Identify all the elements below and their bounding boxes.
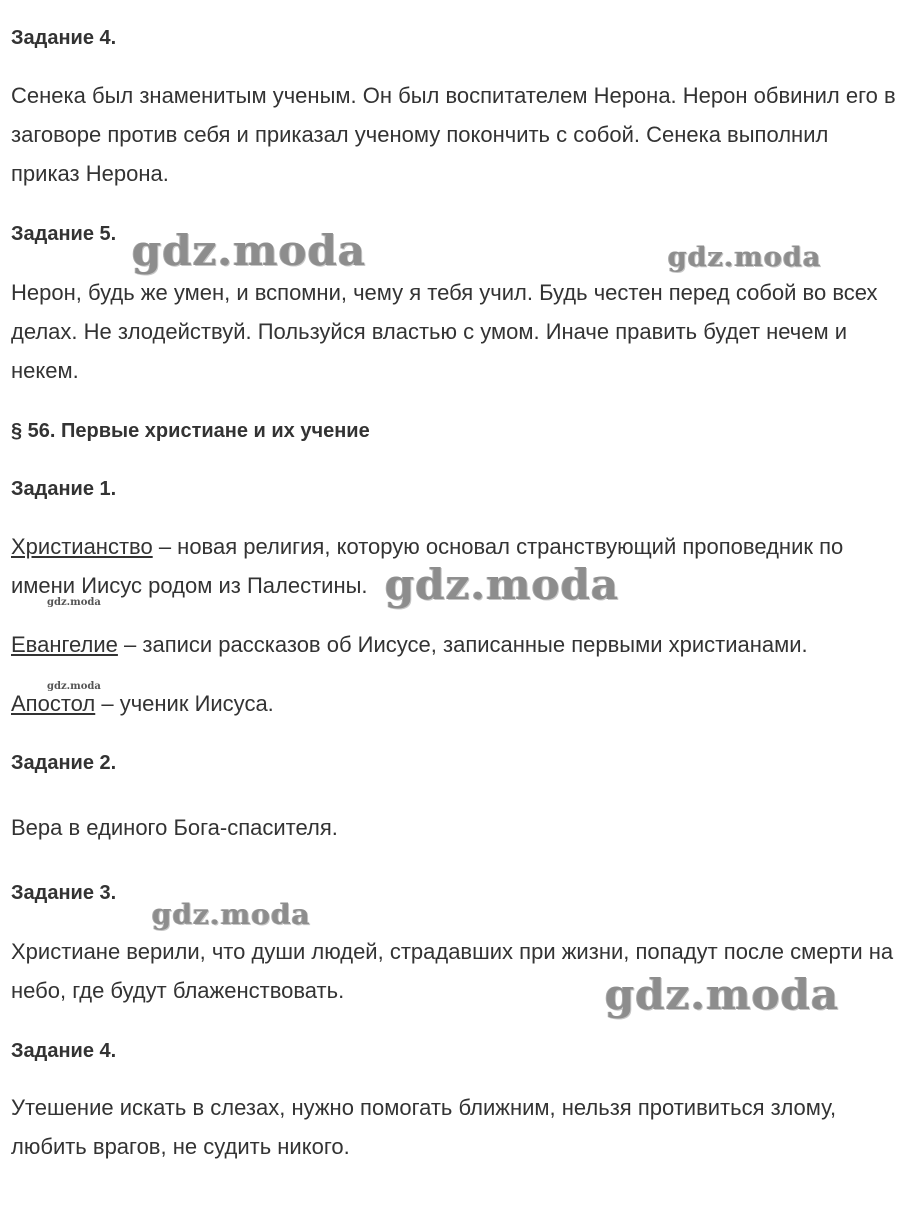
- answer-paragraph: Вера в единого Бога-спасителя.: [11, 815, 338, 840]
- watermark-logo: gdz.moda: [132, 226, 367, 275]
- task-heading: Задание 4.: [11, 1040, 117, 1062]
- watermark-logo: gdz.moda: [668, 242, 822, 273]
- definition-paragraph: [11, 684, 901, 723]
- definition-text: – записи рассказов об Иисусе, записанные первыми христианами.: [117, 632, 808, 657]
- section-title: § 56. Первые христиане и их учение: [11, 420, 370, 442]
- answer-paragraph: Сенека был знаменитым ученым. Он был воспитателем Нерона. Нерон обвинил его в заговоре против себя и приказал ученому покончить с собой. Сенека выполнил приказ Нерона.: [11, 83, 896, 186]
- task-heading: Задание 3.: [11, 882, 117, 904]
- watermark-logo: gdz.moda: [385, 560, 620, 609]
- task-heading: Задание 2.: [11, 752, 117, 774]
- answer-paragraph: Нерон, будь же умен, и вспомни, чему я тебя учил. Будь честен перед собой во всех делах. Не злодействуй. Пользуйся властью с умом. Иначе править будет нечем и некем.: [11, 280, 878, 383]
- task-heading: Задание 5.: [11, 223, 117, 245]
- answer-paragraph: Христиане верили, что души людей, страдавших при жизни, попадут после смерти на небо, где будут блаженствовать.: [11, 939, 894, 1003]
- definition-paragraph: [11, 625, 901, 664]
- watermark-logo-small: gdz.moda: [47, 681, 101, 692]
- watermark-logo: gdz.moda: [605, 970, 840, 1019]
- task-heading: Задание 4.: [11, 27, 117, 49]
- definition-term: Апостол: [11, 691, 96, 716]
- watermark-logo-small: gdz.moda: [47, 597, 101, 608]
- watermark-logo: gdz.moda: [152, 898, 311, 931]
- task-heading: Задание 1.: [11, 478, 117, 500]
- answer-paragraph: Утешение искать в слезах, нужно помогать ближним, нельзя противиться злому, любить врагов, не судить никого.: [11, 1095, 837, 1159]
- definition-term: Христианство: [11, 534, 153, 559]
- definition-text: – ученик Иисуса.: [95, 691, 274, 716]
- definition-text: – новая религия, которую основал странствующий проповедник по имени Иисус родом из Палестины.: [11, 534, 844, 598]
- definition-term: Евангелие: [11, 632, 118, 657]
